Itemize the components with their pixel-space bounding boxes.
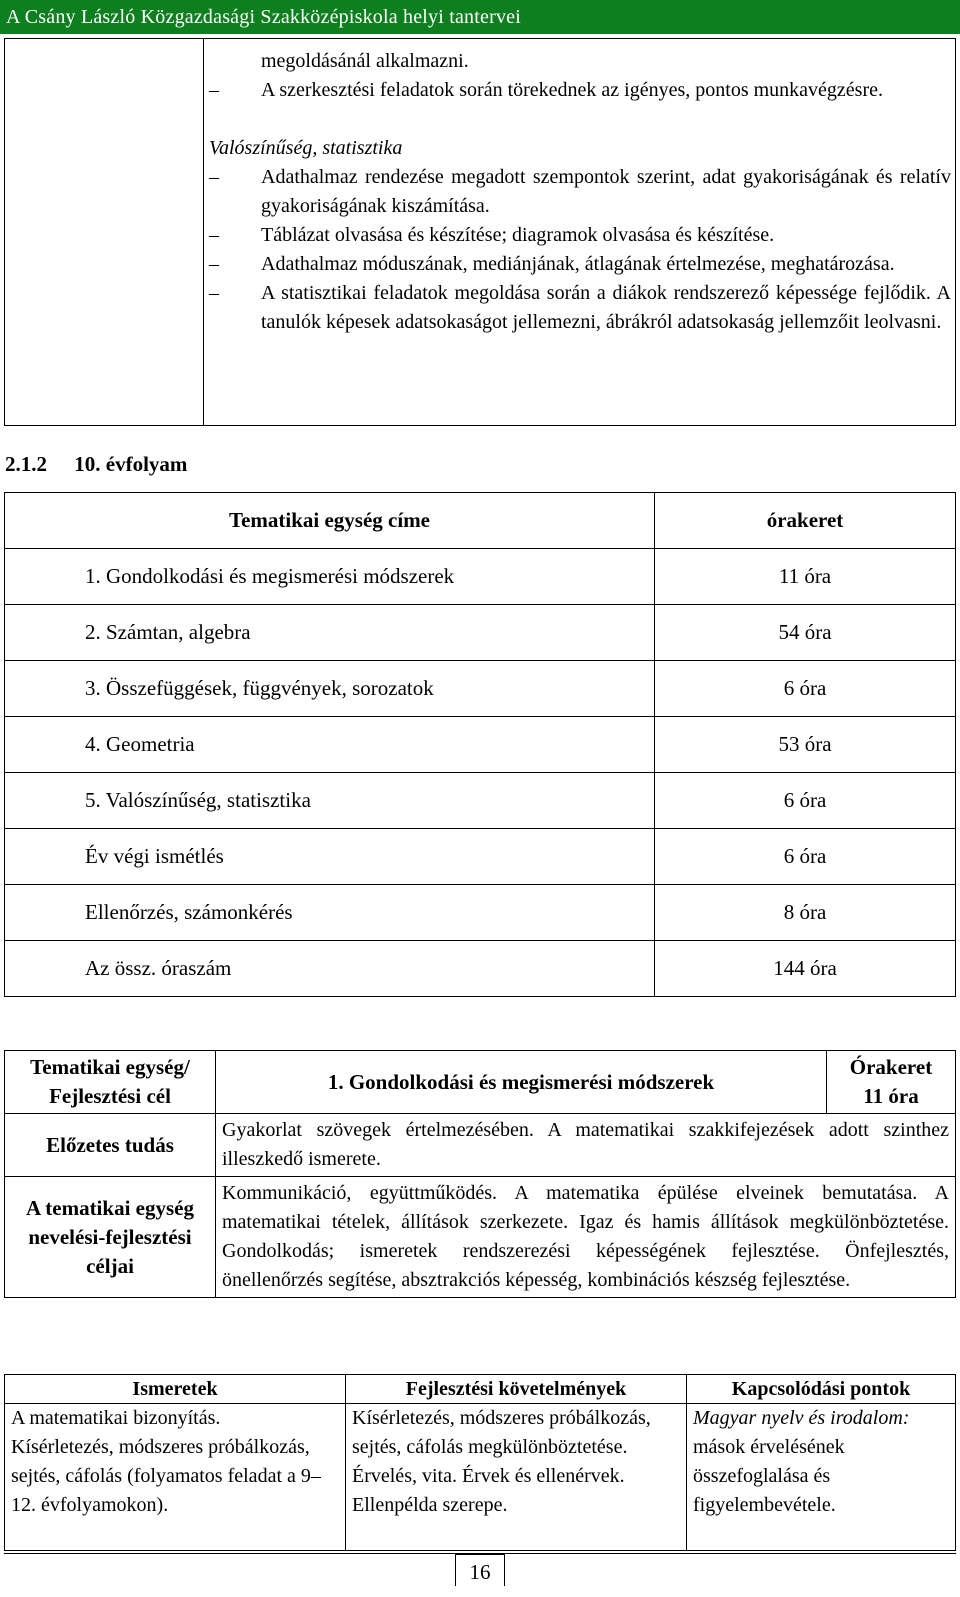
requirement-item: Érvelés, vita. Érvek és ellenérvek. Ellenpélda szerepe. [352,1465,625,1516]
unit-title: Ellenőrzés, számonkérés [5,885,655,941]
connection-text: mások érvelésének összefoglalása és figyelembevétele. [693,1436,845,1516]
unit-title: 5. Valószínűség, statisztika [5,773,655,829]
unit-title: 1. Gondolkodási és megismerési módszerek [216,1051,827,1114]
table-row [5,829,956,885]
column-header: Tematikai egység címe [5,493,655,549]
table-row [5,549,956,605]
page-header [0,0,960,34]
unit-hours: 6 óra [655,661,956,717]
table-row [5,1177,956,1298]
section-number: 2.1.2 [5,452,47,476]
column-header: Ismeretek [5,1375,346,1404]
dash-item-text: A statisztikai feladatok megoldása során a diákok rendszerező képessége fejlődik. A tanulók képesek adatsokaságot jellemezni, ábrákról adatsokaság jellemzőit leolvasni. [261,282,951,333]
unit-hours: 144 óra [655,941,956,997]
dash-item: – A statisztikai feladatok megoldása során a diákok rendszerező képessége fejlődik. A tanulók képesek adatsokaságot jellemezni, ábrákról adatsokaság jellemzőit leolvasni. [209,279,951,337]
table-row [5,605,956,661]
unit-hours: 53 óra [655,717,956,773]
requirement-item: Kísérletezés, módszeres próbálkozás, sejtés, cáfolás megkülönböztetése. [352,1407,651,1458]
hours-value: 11 óra [863,1084,919,1108]
text-line: megoldásánál alkalmazni. [261,50,469,72]
knowledge-item: A matematikai bizonyítás. [11,1407,221,1429]
dash-item-text: A szerkesztési feladatok során törekednek az igényes, pontos munkavégzésre. [261,79,883,101]
dash-item-text: Adathalmaz móduszának, mediánjának, átlagának értelmezése, meghatározása. [261,253,895,275]
knowledge-cell [5,1404,346,1551]
section-title: 10. évfolyam [74,452,188,476]
section-heading [5,452,187,477]
unit-hours: 6 óra [655,829,956,885]
column-divider [203,39,204,425]
unit-title: 3. Összefüggések, függvények, sorozatok [5,661,655,717]
continued-content [209,47,951,337]
unit-title: Az össz. óraszám [5,941,655,997]
row-label: Előzetes tudás [5,1114,216,1177]
unit-detail-table [4,1050,956,1298]
dash-item: – Táblázat olvasása és készítése; diagramok olvasása és készítése. [209,221,951,250]
connection-subject: Magyar nyelv és irodalom: [693,1407,910,1429]
connections-cell [687,1404,956,1551]
dash-item: – Adathalmaz rendezése megadott szempontok szerint, adat gyakoriságának és relatív gyakoriságának kiszámítása. [209,163,951,221]
knowledge-item: Kísérletezés, módszeres próbálkozás, sejtés, cáfolás (folyamatos feladat a 9–12. évfolyamokon). [11,1436,321,1516]
unit-title: 2. Számtan, algebra [5,605,655,661]
subsection-title: Valószínűség, statisztika [209,137,403,159]
unit-hours: 54 óra [655,605,956,661]
continued-content-box [4,38,956,426]
table-header-row [5,1375,956,1404]
dash-item-text: Táblázat olvasása és készítése; diagramok olvasása és készítése. [261,224,775,246]
content-table [4,1374,956,1551]
unit-hours: 6 óra [655,773,956,829]
table-row [5,1404,956,1551]
table-header-row [5,493,956,549]
table-row [5,1051,956,1114]
dash-item-text: Adathalmaz rendezése megadott szempontok szerint, adat gyakoriságának és relatív gyakoriságának kiszámítása. [261,166,951,217]
table-row [5,1114,956,1177]
table-row [5,941,956,997]
table-row [5,885,956,941]
development-goals: Kommunikáció, együttműködés. A matematika épülése elveinek bemutatása. A matematikai tételek, állítások szerkezete. Igaz és hamis állítások megkülönböztetése. Gondolkodás; ismeretek rendszerezési képességének fejlesztése. Önfejlesztés, önellenőrzés segítése, absztrakciós képesség, kombinációs készség fejlesztése. [216,1177,956,1298]
row-label: Tematikai egység/ Fejlesztési cél [5,1051,216,1114]
column-header: Fejlesztési követelmények [346,1375,687,1404]
header-title: A Csány László Közgazdasági Szakközépiskola helyi tantervei [6,6,521,28]
unit-title: 4. Geometria [5,717,655,773]
column-header: Kapcsolódási pontok [687,1375,956,1404]
dash-item: – Adathalmaz móduszának, mediánjának, átlagának értelmezése, meghatározása. [209,250,951,279]
unit-hours: 11 óra [655,549,956,605]
unit-title: 1. Gondolkodási és megismerési módszerek [5,549,655,605]
requirements-cell [346,1404,687,1551]
page-number: 16 [455,1554,505,1586]
column-header: órakeret [655,493,956,549]
table-row [5,773,956,829]
hours-label: Órakeret [849,1055,933,1079]
row-label: A tematikai egység nevelési-fejlesztési céljai [5,1177,216,1298]
table-row [5,661,956,717]
units-table [4,492,956,997]
hours-cell [827,1051,956,1114]
table-row [5,717,956,773]
unit-hours: 8 óra [655,885,956,941]
dash-item: – A szerkesztési feladatok során törekednek az igényes, pontos munkavégzésre. [209,76,951,105]
unit-title: Év végi ismétlés [5,829,655,885]
prior-knowledge: Gyakorlat szövegek értelmezésében. A matematikai szakkifejezések adott szinthez illeszkedő ismerete. [216,1114,956,1177]
